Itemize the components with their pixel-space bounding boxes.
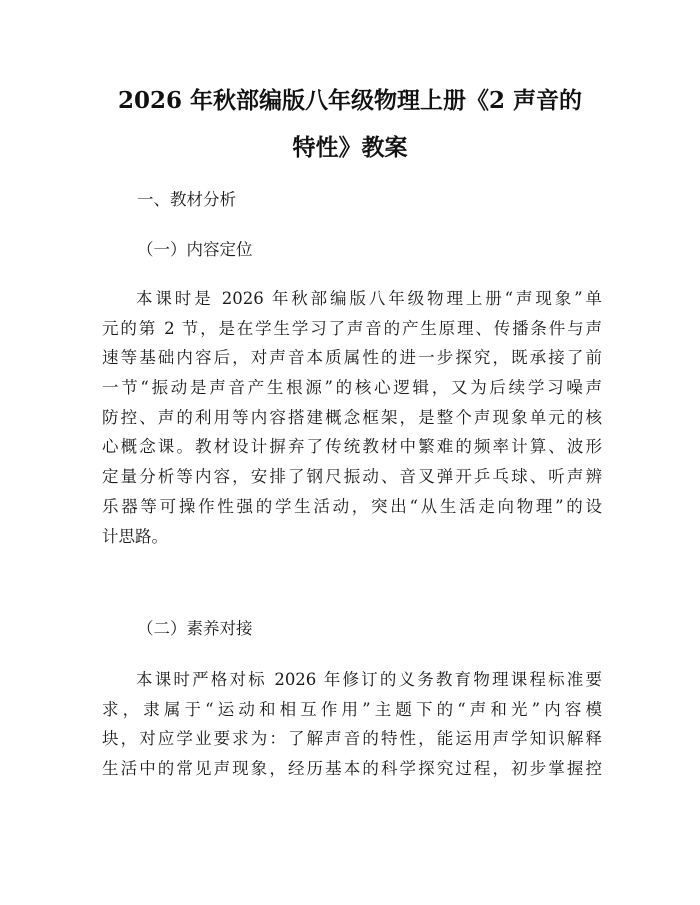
paragraph-line: 生活中的常见声现象，经历基本的科学探究过程，初步掌握控	[102, 759, 602, 779]
paragraph-line: 块，对应学业要求为：了解声音的特性，能运用声学知识解释	[102, 729, 602, 749]
document-title-line-2: 特性》教案	[292, 134, 408, 161]
paragraph-line: 本课时严格对标 2026 年修订的义务教育物理课程标准要	[136, 670, 602, 689]
subsection-heading-content-positioning: （一）内容定位	[137, 240, 253, 259]
paragraph-line: 本课时是 2026 年秋部编版八年级物理上册“声现象”单	[136, 289, 602, 308]
paragraph-line: 定量分析等内容，安排了钢尺振动、音叉弹开乒乓球、听声辨	[102, 467, 602, 487]
paragraph-line: 乐器等可操作性强的学生活动，突出“从生活走向物理”的设	[102, 496, 602, 516]
paragraph-competency-alignment	[102, 665, 602, 784]
paragraph-line: 速等基础内容后，对声音本质属性的进一步探究，既承接了前	[102, 348, 602, 368]
paragraph-line: 防控、声的利用等内容搭建概念框架，是整个声现象单元的核	[102, 407, 602, 427]
paragraph-line: 求，隶属于“运动和相互作用”主题下的“声和光”内容模	[102, 699, 602, 719]
section-heading-teaching-material-analysis: 一、教材分析	[137, 190, 236, 209]
subsection-heading-competency-alignment: （二）素养对接	[137, 619, 253, 638]
paragraph-content-positioning	[102, 284, 602, 551]
paragraph-line: 元的第 2 节，是在学生学习了声音的产生原理、传播条件与声	[102, 318, 602, 338]
document-title-line-1: 2026 年秋部编版八年级物理上册《2 声音的	[117, 87, 583, 114]
paragraph-line: 一节“振动是声音产生根源”的核心逻辑，又为后续学习噪声	[102, 378, 602, 398]
paragraph-line: 计思路。	[102, 526, 168, 546]
paragraph-line: 心概念课。教材设计摒弃了传统教材中繁难的频率计算、波形	[102, 437, 602, 457]
